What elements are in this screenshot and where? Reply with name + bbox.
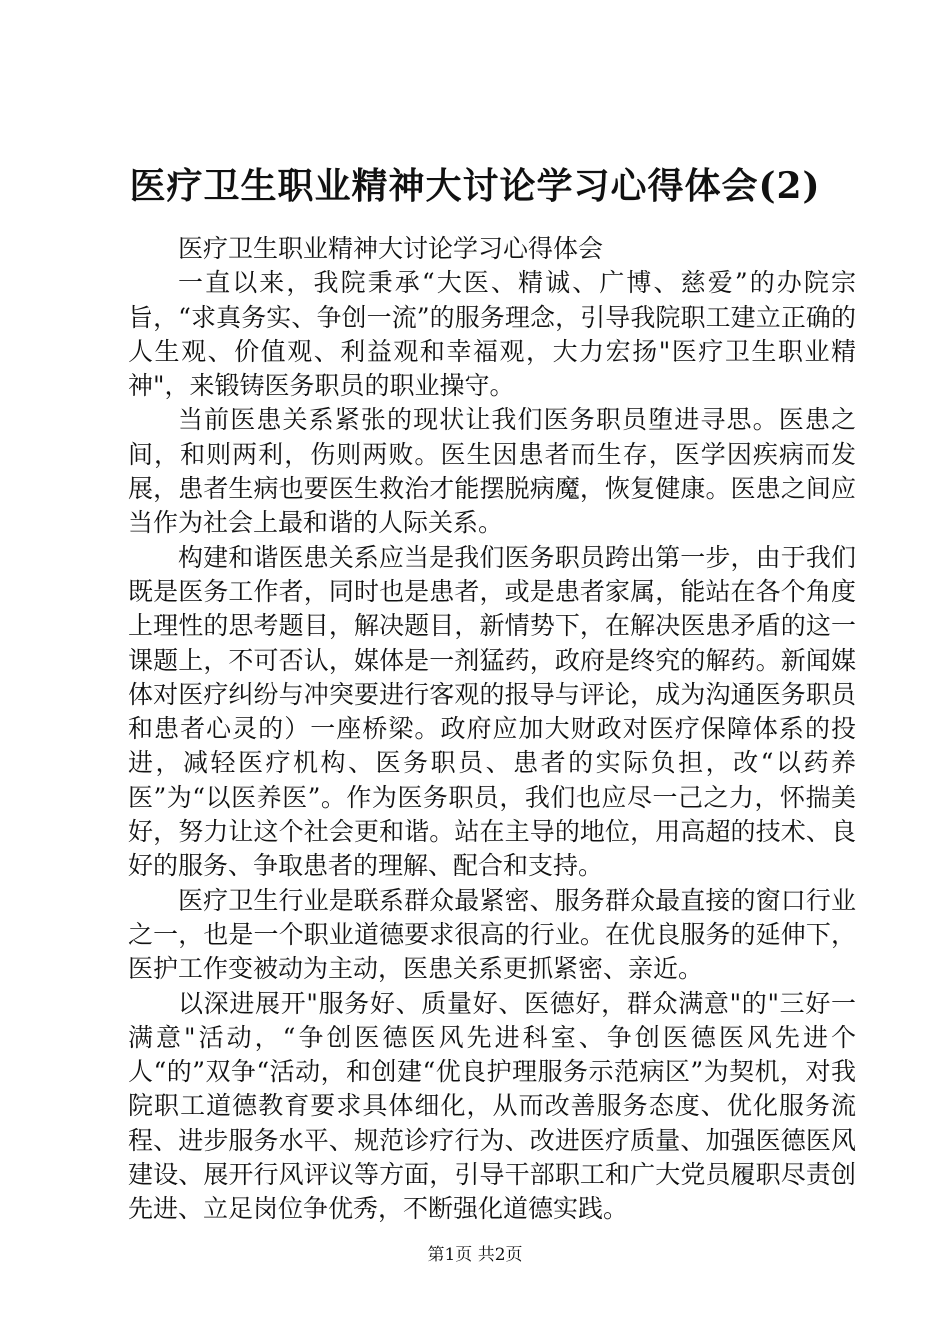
document-body xyxy=(128,232,856,1227)
paragraph-industry: 医疗卫生行业是联系群众最紧密、服务群众最直接的窗口行业之一，也是一个职业道德要求很高的行业。在优良服务的延伸下，医护工作变被动为主动，医患关系更抓紧密、亲近。 xyxy=(128,885,856,984)
paragraph-activities: 以深进展开"服务好、质量好、医德好，群众满意"的"三好一满意"活动，“争创医德医风先进科室、争创医德医风先进个人“的”双争“活动，和创建“优良护理服务示范病区”为契机，对我院职工道德教育要求具体细化，从而改善服务态度、优化服务流程、进步服务水平、规范诊疗行为、改进医疗质量、加强医德医风建设、展开行风评议等方面，引导干部职工和广大党员履职尽责创先进、立足岗位争优秀，不断强化道德实践。 xyxy=(128,988,856,1224)
document-title: 医疗卫生职业精神大讨论学习心得体会(2) xyxy=(129,165,821,207)
paragraph-mission: 一直以来，我院秉承“大医、精诚、广博、慈爱”的办院宗旨，“求真务实、争创一流”的服务理念，引导我院职工建立正确的人生观、价值观、利益观和幸福观，大力宏扬"医疗卫生职业精神"，来锻铸医务职员的职业操守。 xyxy=(128,268,856,401)
paragraph-subtitle: 医疗卫生职业精神大讨论学习心得体会 xyxy=(178,234,604,263)
page-number-footer: 第1页 共2页 xyxy=(427,1245,523,1265)
paragraph-doctor-patient-relations: 当前医患关系紧张的现状让我们医务职员堕进寻思。医患之间，和则两利，伤则两败。医生因患者而生存，医学因疾病而发展，患者生病也要医生救治才能摆脱病魔，恢复健康。医患之间应当作为社会上最和谐的人际关系。 xyxy=(128,405,856,538)
paragraph-harmonious-relations: 构建和谐医患关系应当是我们医务职员跨出第一步，由于我们既是医务工作者，同时也是患者，或是患者家属，能站在各个角度上理性的思考题目，解决题目，新情势下，在解决医患矛盾的这一课题上，不可否认，媒体是一剂猛药，政府是终究的解药。新闻媒体对医疗纠纷与冲突要进行客观的报导与评论，成为沟通医务职员和患者心灵的）一座桥梁。政府应加大财政对医疗保障体系的投进，减轻医疗机构、医务职员、患者的实际负担，改“以药养医”为“以医养医”。作为医务职员，我们也应尽一己之力，怀揣美好，努力让这个社会更和谐。站在主导的地位，用高超的技术、良好的服务、争取患者的理解、配合和支持。 xyxy=(128,542,856,881)
